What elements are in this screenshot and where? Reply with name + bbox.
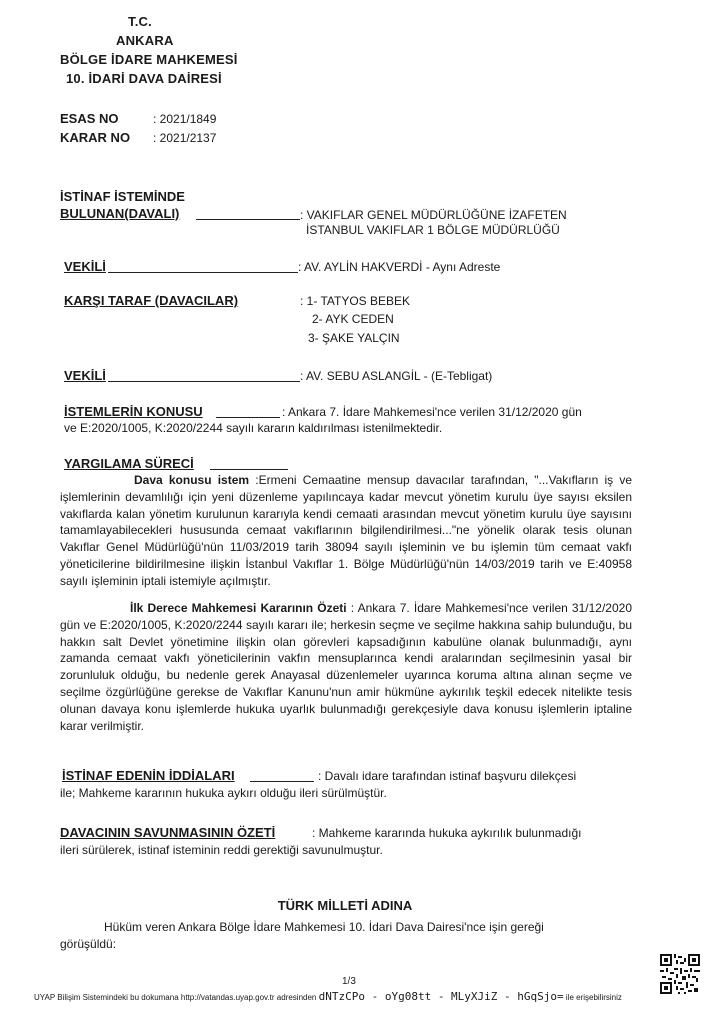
process-subject-text: :Ermeni Cemaatine mensup davacılar tarafından, "...Vakıfların iş ve işlemlerinin devamlılığı için yeni düzenleme yapılıncaya kadar mevcut yönetim kurulu üye sayısı eksilen vakıflarda kalan yönetim kurulunun kararıyla kendi cemaati arasından mevcut yönetim kurulu üye sayısını tamamlayabilecekleri hususunda cemaat vakıflarının bilgilendirilmesi..."ne yönelik olarak tesis olunan Vakıflar Genel Müdürlüğü'nün 11/03/2019 tarih 38094 sayılı işleminin ve bu işlemin tüm cemaat vakfı yöneticilerine bildirilmesine ilişkin İstanbul Vakıflar 1. Bölge Müdürlüğü'nün 14/03/2019 tarih ve E:40958 sayılı işleminin iptali istemiyle açılmıştır.: [60, 473, 633, 588]
appellant-value-2: İSTANBUL VAKIFLAR 1 BÖLGE MÜDÜRLÜĞÜ: [306, 223, 560, 237]
qr-code-icon: [660, 954, 700, 994]
claims-rule: [250, 781, 314, 782]
appellant-value-1: : VAKIFLAR GENEL MÜDÜRLÜĞÜNE İZAFETEN: [300, 208, 567, 222]
opposing-party-3: 3- ŞAKE YALÇIN: [308, 331, 400, 345]
attorney-label: VEKİLİ: [64, 259, 106, 274]
karar-label: KARAR NO: [60, 130, 131, 145]
decision-line-1: Hüküm veren Ankara Bölge İdare Mahkemesi 10. İdari Dava Dairesi'nce işin gereği: [104, 920, 544, 934]
esas-value: : 2021/1849: [153, 112, 217, 126]
process-subject-label: Dava konusu istem: [134, 473, 250, 487]
footer-prefix: UYAP Bilişim Sistemindeki bu dokumana http://vatandas.uyap.gov.tr adresinden: [34, 993, 317, 1002]
process-subject-paragraph: [60, 472, 632, 590]
footer-suffix: ile erişebilirsiniz: [565, 993, 622, 1002]
page-number: 1/3: [342, 976, 356, 987]
footer: [34, 990, 622, 1003]
header-tc: T.C.: [128, 14, 152, 29]
appellant-rule: [196, 219, 300, 220]
claims-line-1: : Davalı idare tarafından istinaf başvuru dilekçesi: [318, 769, 577, 783]
attorney2-rule: [108, 381, 300, 382]
esas-label: ESAS NO: [60, 111, 119, 126]
decision-line-2: görüşüldü:: [60, 937, 117, 951]
request-rule: [216, 417, 280, 418]
decision-heading: TÜRK MİLLETİ ADINA: [277, 898, 413, 913]
attorney2-label: VEKİLİ: [64, 368, 106, 383]
process-summary-text: : Ankara 7. İdare Mahkemesi'nce verilen 31/12/2020 gün ve E:2020/1005, K:2020/2244 sayılı kararı ile; herkesin seçme ve seçilme hakkına sahip bulunduğu, bu hakkın salt Devlet yönetimine ilişkin olan görevleri kapsadığının kabulüne olanak bulunmadığı, aynı zamanda cemaat vakfı yöneticilerinin vakfın mensuplarınca kendi aralarından seçilmesinin yasal bir zorunluluk olduğu, bu nedenle gerek Anayasal düzenlemeler uyarınca koruma altına alınan seçme ve seçilme özgürlüğüne gerekse de Vakıflar Kanunu'nun amir hükmüne aykırılık teşkil edecek nitelikte tesis olunan davaya konu işlemlerde hukuka uyarlık bulunmadığı gerekçesiyle dava konusu işlemlerin iptaline karar verilmiştir.: [60, 601, 632, 733]
attorney-value: : AV. AYLİN HAKVERDİ - Aynı Adreste: [298, 260, 501, 274]
request-line-1: : Ankara 7. İdare Mahkemesi'nce verilen 31/12/2020 gün: [282, 405, 582, 419]
process-label: YARGILAMA SÜRECİ: [64, 456, 194, 471]
header-court: BÖLGE İDARE MAHKEMESİ: [60, 52, 238, 67]
process-summary-label: İlk Derece Mahkemesi Kararının Özeti: [130, 601, 347, 615]
opposing-party-1: : 1- TATYOS BEBEK: [300, 294, 411, 308]
attorney-rule: [108, 272, 298, 273]
appellant-label-2: BULUNAN(DAVALI): [60, 206, 180, 221]
defense-line-1: : Mahkeme kararında hukuka aykırılık bulunmadığı: [312, 826, 582, 840]
header-city: ANKARA: [116, 33, 174, 48]
opposing-label: KARŞI TARAF (DAVACILAR): [64, 293, 239, 308]
claims-label: İSTİNAF EDENİN İDDİALARI: [62, 768, 235, 783]
process-summary-paragraph: [60, 600, 632, 734]
request-label: İSTEMLERİN KONUSU: [64, 404, 203, 419]
claims-line-2: ile; Mahkeme kararının hukuka aykırı olduğu ileri sürülmüştür.: [60, 786, 387, 800]
defense-line-2: ileri sürülerek, istinaf isteminin reddi gerektiği savunulmuştur.: [60, 843, 383, 857]
karar-value: : 2021/2137: [153, 131, 217, 145]
attorney2-value: : AV. SEBU ASLANGİL - (E-Tebligat): [300, 369, 493, 383]
opposing-party-2: 2- AYK CEDEN: [312, 312, 394, 326]
appellant-label-1: İSTİNAF İSTEMİNDE: [60, 189, 185, 204]
defense-label: DAVACININ SAVUNMASININ ÖZETİ: [60, 825, 276, 840]
request-line-2: ve E:2020/1005, K:2020/2244 sayılı kararın kaldırılması istenilmektedir.: [64, 421, 443, 435]
footer-code: dNTzCPo - oYg08tt - MLyXJiZ - hGqSjo=: [318, 990, 564, 1003]
header-chamber: 10. İDARİ DAVA DAİRESİ: [66, 71, 222, 86]
process-rule: [210, 469, 288, 470]
